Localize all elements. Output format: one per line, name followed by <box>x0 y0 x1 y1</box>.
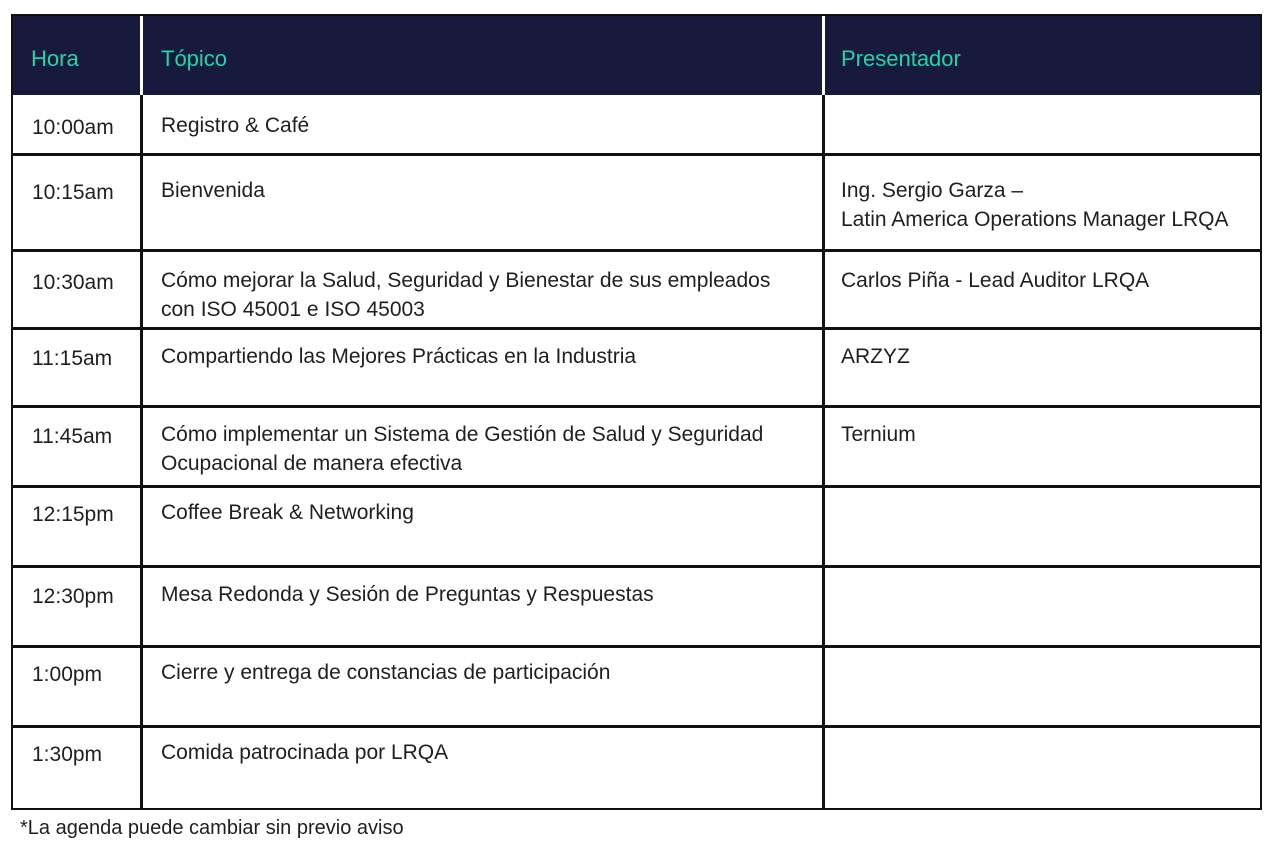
cell-hora: 12:30pm <box>32 585 114 608</box>
table-row <box>13 488 1260 568</box>
topico-line: Bienvenida <box>161 179 265 202</box>
column-separator <box>822 330 825 405</box>
column-separator <box>140 156 143 249</box>
cell-topico <box>161 342 636 371</box>
presentador-line: Ternium <box>841 423 916 446</box>
column-separator <box>822 648 825 725</box>
table-row <box>13 330 1260 408</box>
column-separator <box>822 728 825 808</box>
column-separator <box>140 488 143 565</box>
table-row <box>13 252 1260 330</box>
cell-presentador <box>841 342 910 371</box>
cell-presentador <box>841 266 1149 295</box>
agenda-table <box>11 14 1262 810</box>
column-separator <box>140 568 143 645</box>
topico-line: Compartiendo las Mejores Prácticas en la Industria <box>161 345 637 368</box>
cell-topico <box>161 176 265 205</box>
column-separator <box>140 330 143 405</box>
topico-line: Cómo implementar un Sistema de Gestión de Salud y Seguridad <box>161 423 764 446</box>
column-separator <box>140 648 143 725</box>
cell-hora: 1:00pm <box>32 663 103 686</box>
topico-line: Mesa Redonda y Sesión de Preguntas y Respuestas <box>161 583 654 606</box>
cell-hora: 10:00am <box>32 116 114 139</box>
cell-topico <box>161 738 448 767</box>
column-separator <box>140 408 143 485</box>
cell-topico <box>161 658 610 687</box>
presentador-line: Carlos Piña - Lead Auditor LRQA <box>841 269 1150 292</box>
cell-hora: 11:45am <box>32 425 113 448</box>
presentador-line: Latin America Operations Manager LRQA <box>841 208 1229 231</box>
header-presentador: Presentador <box>841 46 961 71</box>
column-separator <box>822 156 825 249</box>
table-row <box>13 408 1260 488</box>
cell-topico <box>161 266 770 324</box>
column-separator <box>140 95 143 153</box>
table-row <box>13 95 1260 156</box>
column-separator <box>140 252 143 327</box>
table-row <box>13 648 1260 728</box>
topico-line: Comida patrocinada por LRQA <box>161 741 449 764</box>
column-separator <box>822 252 825 327</box>
cell-presentador <box>841 176 1229 234</box>
header-separator <box>822 16 825 95</box>
table-row <box>13 728 1260 808</box>
cell-hora: 12:15pm <box>32 503 114 526</box>
header-topico: Tópico <box>161 46 228 71</box>
column-separator <box>822 568 825 645</box>
cell-topico <box>161 580 654 609</box>
column-separator <box>140 728 143 808</box>
presentador-line: ARZYZ <box>841 345 910 368</box>
topico-line: Cómo mejorar la Salud, Seguridad y Bienestar de sus empleados <box>161 269 771 292</box>
cell-presentador <box>841 420 916 449</box>
cell-hora: 10:15am <box>32 181 114 204</box>
topico-line: Coffee Break & Networking <box>161 501 414 524</box>
column-separator <box>822 408 825 485</box>
footnote: *La agenda puede cambiar sin previo aviso <box>20 817 404 839</box>
cell-topico <box>161 498 414 527</box>
table-row <box>13 156 1260 252</box>
cell-hora: 10:30am <box>32 271 114 294</box>
column-separator <box>822 488 825 565</box>
topico-line: Ocupacional de manera efectiva <box>161 452 463 475</box>
topico-line: Cierre y entrega de constancias de participación <box>161 661 611 684</box>
topico-line: con ISO 45001 e ISO 45003 <box>161 298 425 321</box>
header-separator <box>140 16 143 95</box>
header-hora: Hora <box>31 46 79 71</box>
cell-topico <box>161 111 309 140</box>
topico-line: Registro & Café <box>161 114 310 137</box>
table-header <box>13 16 1260 95</box>
column-separator <box>822 95 825 153</box>
cell-topico <box>161 420 763 478</box>
cell-hora: 11:15am <box>32 347 113 370</box>
presentador-line: Ing. Sergio Garza – <box>841 179 1024 202</box>
cell-hora: 1:30pm <box>32 743 103 766</box>
table-row <box>13 568 1260 648</box>
